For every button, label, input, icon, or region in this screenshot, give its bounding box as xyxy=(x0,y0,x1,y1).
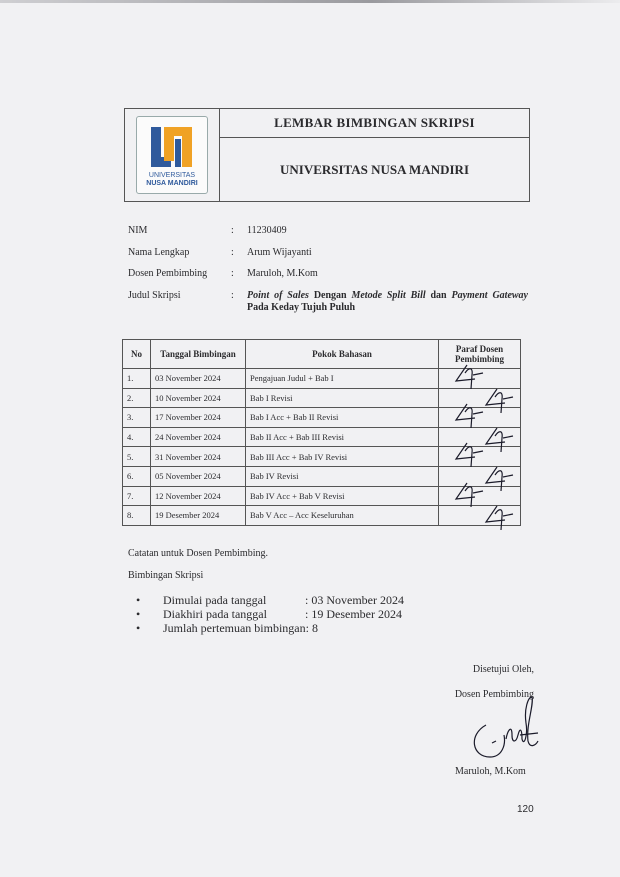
advisor-value: Maruloh, M.Kom xyxy=(247,268,318,279)
row-number: 1. xyxy=(123,369,151,389)
approved-by-label: Disetujui Oleh, xyxy=(472,664,534,675)
col-header-topic: Pokok Bahasan xyxy=(246,340,439,369)
thesis-title-part: Metode Split Bill xyxy=(351,289,426,301)
thesis-title-part: Payment Gateway xyxy=(451,289,528,301)
summary-value: : 8 xyxy=(305,621,318,635)
row-date: 24 November 2024 xyxy=(151,427,246,447)
advisor-signature-icon xyxy=(466,695,540,761)
table-row xyxy=(123,506,521,526)
info-row-advisor xyxy=(128,268,528,280)
thesis-title-part: dan xyxy=(425,289,452,301)
row-date: 31 November 2024 xyxy=(151,447,246,467)
nim-value: 11230409 xyxy=(247,225,287,236)
row-number: 5. xyxy=(123,447,151,467)
row-topic: Pengajuan Judul + Bab I xyxy=(246,369,439,389)
table-row xyxy=(123,369,521,389)
row-topic: Bab I Revisi xyxy=(246,388,439,408)
row-topic: Bab IV Acc + Bab V Revisi xyxy=(246,486,439,506)
row-date: 19 Desember 2024 xyxy=(151,506,246,526)
row-number: 2. xyxy=(123,388,151,408)
col-header-date: Tanggal Bimbingan xyxy=(151,340,246,369)
row-date: 05 November 2024 xyxy=(151,466,246,486)
advisor-label: Dosen Pembimbing xyxy=(128,268,208,279)
colon: : xyxy=(231,246,234,258)
name-value: Arum Wijayanti xyxy=(247,246,312,258)
colon: : xyxy=(231,225,234,236)
scan-edge-line xyxy=(0,0,620,3)
list-item xyxy=(136,621,404,635)
info-row-thesis-title xyxy=(128,290,528,314)
notes-section xyxy=(128,548,268,592)
row-number: 7. xyxy=(123,486,151,506)
row-date: 03 November 2024 xyxy=(151,369,246,389)
bullet-icon: • xyxy=(136,593,141,607)
university-logo xyxy=(136,116,208,194)
table-row xyxy=(123,447,521,467)
summary-label: Jumlah pertemuan bimbingan xyxy=(163,621,306,635)
initial-signature-icon xyxy=(483,502,523,532)
colon: : xyxy=(231,289,234,301)
guidance-table xyxy=(122,339,521,526)
logo-cell xyxy=(125,109,220,201)
row-topic: Bab III Acc + Bab IV Revisi xyxy=(246,447,439,467)
colon: : xyxy=(231,268,234,279)
row-sign-cell xyxy=(439,506,521,526)
summary-value: : 19 Desember 2024 xyxy=(305,607,402,621)
row-topic: Bab II Acc + Bab III Revisi xyxy=(246,427,439,447)
summary-label: Dimulai pada tanggal xyxy=(163,593,267,607)
row-date: 12 November 2024 xyxy=(151,486,246,506)
row-date: 10 November 2024 xyxy=(151,388,246,408)
row-topic: Bab IV Revisi xyxy=(246,466,439,486)
list-item xyxy=(136,593,404,607)
summary-value: : 03 November 2024 xyxy=(305,593,404,607)
row-number: 8. xyxy=(123,506,151,526)
thesis-title-label: Judul Skripsi xyxy=(128,289,181,301)
row-number: 3. xyxy=(123,408,151,428)
header-titles xyxy=(220,109,529,201)
page-number: 120 xyxy=(517,804,534,815)
summary-label: Diakhiri pada tanggal xyxy=(163,607,267,621)
bullet-icon: • xyxy=(136,621,141,635)
info-row-nim xyxy=(128,225,528,237)
student-info xyxy=(128,225,528,323)
row-date: 17 November 2024 xyxy=(151,408,246,428)
logo-text-line2: NUSA MANDIRI xyxy=(146,180,198,187)
notes-line: Catatan untuk Dosen Pembimbing. xyxy=(128,548,268,559)
list-item xyxy=(136,607,404,621)
thesis-title-part: Point of Sales xyxy=(247,289,309,301)
row-number: 4. xyxy=(123,427,151,447)
name-label: Nama Lengkap xyxy=(128,246,190,258)
summary-list xyxy=(136,593,404,635)
thesis-title-value xyxy=(247,290,528,314)
row-topic: Bab V Acc – Acc Keseluruhan xyxy=(246,506,439,526)
thesis-title-part: Pada Keday Tujuh Puluh xyxy=(247,301,356,313)
info-row-name xyxy=(128,247,528,259)
logo-text-line1: UNIVERSITAS xyxy=(148,172,196,179)
col-header-no: No xyxy=(123,340,151,369)
row-topic: Bab I Acc + Bab II Revisi xyxy=(246,408,439,428)
bullet-icon: • xyxy=(136,607,141,621)
signer-name: Maruloh, M.Kom xyxy=(455,766,526,777)
nim-label: NIM xyxy=(128,225,148,236)
notes-section-title: Bimbingan Skripsi xyxy=(128,570,204,581)
table-row xyxy=(123,486,521,506)
row-number: 6. xyxy=(123,466,151,486)
form-title: LEMBAR BIMBINGAN SKRIPSI xyxy=(220,109,529,138)
thesis-title-part: Dengan xyxy=(308,289,352,301)
col-header-sign: Paraf Dosen Pembimbing xyxy=(439,340,521,369)
table-row xyxy=(123,408,521,428)
institution-name: UNIVERSITAS NUSA MANDIRI xyxy=(279,161,469,177)
header-box xyxy=(124,108,530,202)
logo-mark-icon xyxy=(137,117,207,171)
advisor-role-label: Dosen Pembimbing xyxy=(454,689,534,700)
